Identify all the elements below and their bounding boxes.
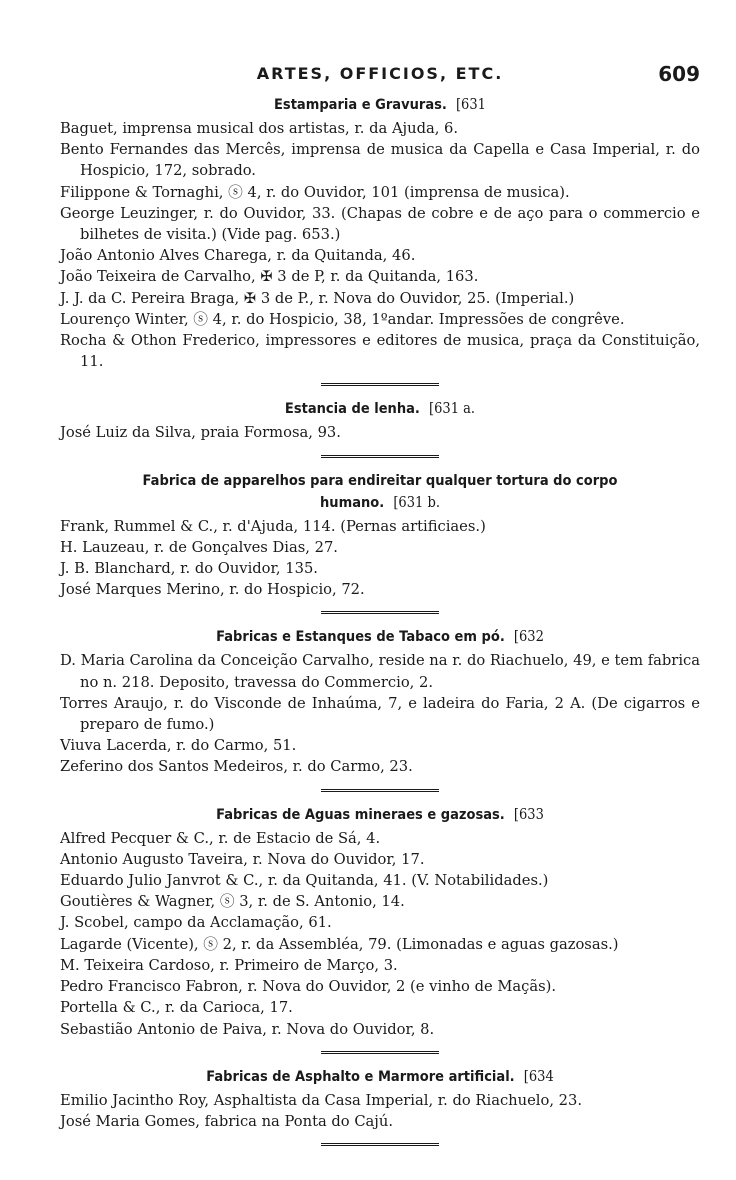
section-title: Fabricas de Asphalto e Marmore artificial.	[206, 1068, 515, 1085]
section-heading	[92, 804, 668, 826]
directory-entry: Portella & C., r. da Carioca, 17.	[60, 999, 293, 1017]
section-reference: [631	[455, 97, 486, 113]
directory-entry: H. Lauzeau, r. de Gonçalves Dias, 27.	[60, 538, 338, 556]
directory-entry: João Antonio Alves Charega, r. da Quitanda, 46.	[60, 247, 416, 265]
directory-section	[60, 626, 700, 791]
section-divider	[321, 1051, 439, 1054]
section-title: Fabricas e Estanques de Tabaco em pó.	[216, 629, 505, 646]
entry-list	[60, 516, 700, 601]
directory-entry: Frank, Rummel & C., r. d'Ajuda, 114. (Pernas artificiaes.)	[60, 517, 486, 535]
directory-entry: Filippone & Tornaghi, ⓢ 4, r. do Ouvidor, 101 (imprensa de musica).	[60, 183, 570, 201]
directory-entry: João Teixeira de Carvalho, ✠ 3 de P, r. da Quitanda, 163.	[60, 268, 479, 286]
section-heading	[92, 94, 668, 116]
directory-entry: Alfred Pecquer & C., r. de Estacio de Sá, 4.	[60, 829, 381, 847]
directory-section	[60, 398, 700, 457]
section-title: Fabrica de apparelhos para endireitar qualquer tortura do corpo humano.	[142, 472, 618, 511]
section-heading	[92, 626, 668, 648]
directory-entry: M. Teixeira Cardoso, r. Primeiro de Março, 3.	[60, 956, 398, 974]
section-divider	[321, 383, 439, 386]
directory-entry: George Leuzinger, r. do Ouvidor, 33. (Chapas de cobre e de aço para o commercio e bilhetes de visita.) (Vide pag. 653.)	[60, 204, 700, 244]
section-divider	[321, 611, 439, 614]
directory-entry: J. Scobel, campo da Acclamação, 61.	[60, 914, 332, 932]
directory-entry: J. J. da C. Pereira Braga, ✠ 3 de P., r. Nova do Ouvidor, 25. (Imperial.)	[60, 289, 575, 307]
directory-section	[60, 94, 700, 386]
entry-list	[60, 650, 700, 777]
section-reference: [631 b.	[393, 494, 440, 511]
directory-entry: Rocha & Othon Frederico, impressores e editores de musica, praça da Constituição, 11.	[60, 332, 700, 371]
directory-entry: José Luiz da Silva, praia Formosa, 93.	[60, 424, 341, 442]
section-reference: [633	[513, 806, 544, 823]
directory-entry: José Maria Gomes, fabrica na Ponta do Cajú.	[60, 1112, 393, 1130]
directory-content	[60, 94, 700, 1158]
section-divider	[321, 455, 439, 458]
section-heading	[92, 1066, 668, 1088]
directory-entry: Baguet, imprensa musical dos artistas, r. da Ajuda, 6.	[60, 120, 459, 137]
directory-entry: Zeferino dos Santos Medeiros, r. do Carmo, 23.	[60, 758, 413, 776]
section-title: Fabricas de Aguas mineraes e gazosas.	[216, 806, 505, 823]
section-reference: [632	[513, 629, 544, 646]
directory-section	[60, 1066, 700, 1146]
entry-list	[60, 422, 700, 443]
directory-entry: Bento Fernandes das Mercês, imprensa de musica da Capella e Casa Imperial, r. do Hospicio, 172, sobrado.	[60, 141, 700, 180]
directory-entry: Antonio Augusto Taveira, r. Nova do Ouvidor, 17.	[60, 850, 425, 868]
section-divider	[321, 789, 439, 792]
section-heading	[92, 470, 668, 514]
directory-entry: Emilio Jacintho Roy, Asphaltista da Casa Imperial, r. do Riachuelo, 23.	[60, 1091, 583, 1109]
page-number: 609	[658, 62, 700, 86]
directory-entry: J. B. Blanchard, r. do Ouvidor, 135.	[60, 560, 318, 578]
running-title: ARTES, OFFICIOS, ETC.	[256, 64, 504, 83]
section-title: Estamparia e Gravuras.	[274, 97, 447, 113]
entry-list	[60, 828, 700, 1040]
section-reference: [631 a.	[428, 401, 476, 418]
section-reference: [634	[523, 1068, 554, 1085]
directory-entry: Pedro Francisco Fabron, r. Nova do Ouvidor, 2 (e vinho de Maçãs).	[60, 978, 557, 996]
section-title: Estancia de lenha.	[284, 401, 420, 418]
entry-list	[60, 1090, 700, 1132]
entry-list	[60, 118, 700, 372]
directory-entry: Torres Araujo, r. do Visconde de Inhaúma, 7, e ladeira do Faria, 2 A. (De cigarros e preparo de fumo.)	[60, 694, 700, 734]
section-heading	[92, 398, 668, 420]
directory-entry: José Marques Merino, r. do Hospicio, 72.	[60, 581, 365, 599]
directory-entry: Lagarde (Vicente), ⓢ 2, r. da Assembléa, 79. (Limonadas e aguas gazosas.)	[60, 935, 619, 953]
directory-entry: D. Maria Carolina da Conceição Carvalho, reside na r. do Riachuelo, 49, e tem fabrica no n. 218. Deposito, travessa do Commercio, 2.	[60, 652, 700, 691]
directory-section	[60, 804, 700, 1054]
section-divider	[321, 1143, 439, 1146]
directory-entry: Goutières & Wagner, ⓢ 3, r. de S. Antonio, 14.	[60, 893, 405, 911]
directory-entry: Viuva Lacerda, r. do Carmo, 51.	[60, 737, 297, 755]
directory-entry: Sebastião Antonio de Paiva, r. Nova do Ouvidor, 8.	[60, 1020, 435, 1038]
running-head	[60, 62, 700, 88]
directory-section	[60, 470, 700, 615]
directory-entry: Eduardo Julio Janvrot & C., r. da Quitanda, 41. (V. Notabilidades.)	[60, 872, 549, 890]
directory-entry: Lourenço Winter, ⓢ 4, r. do Hospicio, 38, 1ºandar. Impressões de congrêve.	[60, 310, 625, 328]
